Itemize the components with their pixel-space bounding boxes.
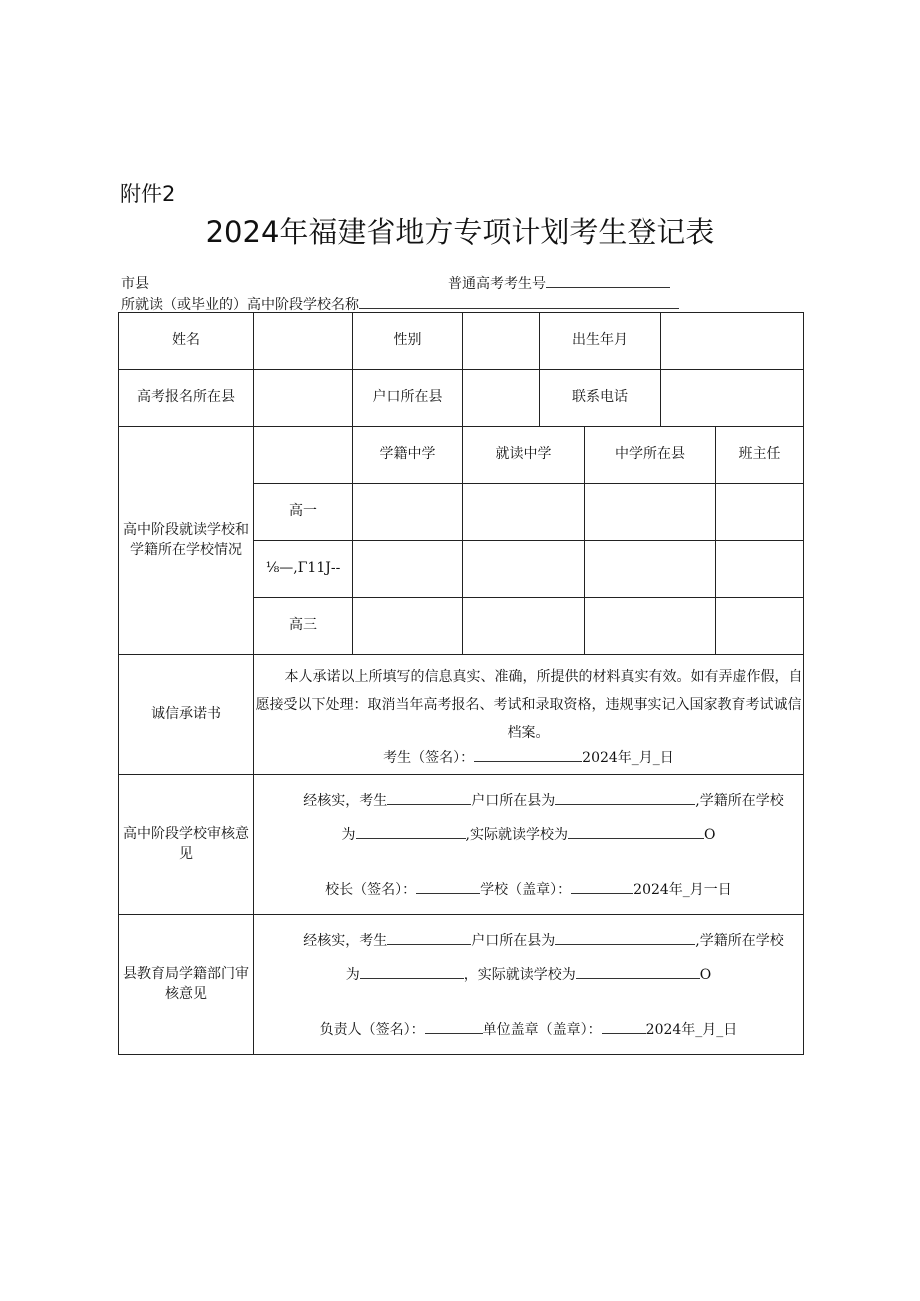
table-cell: [463, 598, 585, 655]
table-row: [119, 775, 804, 915]
table-cell: [353, 598, 463, 655]
table-cell: [585, 541, 716, 598]
text-fragment: O: [699, 966, 712, 983]
form-title: 2024年福建省地方专项计划考生登记表: [205, 215, 715, 249]
gender-label: 性别: [353, 313, 463, 370]
text-fragment: 户口所在县为: [471, 792, 556, 809]
school-name-label: 所就读（或毕业的）高中阶段学校名称: [121, 297, 359, 313]
blank-line: [425, 1019, 483, 1034]
school-review-line1: [254, 789, 803, 813]
school-name-line: [359, 294, 679, 309]
school-section-label: 高中阶段就读学校和学籍所在学校情况: [119, 427, 254, 655]
school-review-line2: [254, 813, 803, 857]
table-row: [119, 915, 804, 1055]
text-fragment: 校长（签名）：: [325, 881, 417, 898]
text-fragment: 学校（盖章）：: [480, 881, 572, 898]
integrity-cell: [254, 655, 804, 775]
table-row: [119, 655, 804, 775]
name-label: 姓名: [119, 313, 254, 370]
table-cell: [463, 541, 585, 598]
blank-line: [555, 790, 695, 805]
blank-line: [571, 879, 633, 894]
text-fragment: ,学籍所在学校: [695, 792, 784, 809]
grade-label: ⅛—,Γ11J--: [254, 541, 353, 598]
blank-line: [356, 824, 466, 839]
blank-line: [360, 964, 464, 979]
exam-county-cell: [254, 370, 353, 427]
blank-line: [602, 1019, 646, 1034]
table-cell: [585, 598, 716, 655]
text-fragment: 为: [341, 826, 356, 843]
grade-header-cell: [254, 427, 353, 484]
text-fragment: 户口所在县为: [471, 932, 556, 949]
text-fragment: 为: [345, 966, 360, 983]
table-row: [119, 370, 804, 427]
text-fragment: 负责人（签名）：: [319, 1021, 425, 1038]
col-header-head-teacher: 班主任: [716, 427, 804, 484]
gender-cell: [463, 313, 540, 370]
edu-review-line2: [254, 953, 803, 997]
text-fragment: O: [703, 826, 716, 843]
blank-line: [387, 930, 471, 945]
text-fragment: 2024年_月一日: [633, 881, 732, 898]
integrity-date: 2024年_月_日: [582, 750, 674, 766]
edu-review-cell: [254, 915, 804, 1055]
signature-line: [474, 747, 582, 762]
integrity-label: 诚信承诺书: [119, 655, 254, 775]
phone-cell: [661, 370, 804, 427]
city-county-label: 市县: [121, 276, 149, 292]
integrity-text: 本人承诺以上所填写的信息真实、准确，所提供的材料真实有效。如有弄虚作假，自愿接受以下处理：取消当年高考报名、考试和录取资格，违规事实记入国家教育考试诚信档案。: [255, 669, 803, 741]
table-row: [119, 427, 804, 484]
integrity-sign-label: 考生（签名）：: [383, 750, 475, 766]
table-cell: [353, 541, 463, 598]
school-review-sign-line: [254, 879, 803, 901]
table-cell: [463, 484, 585, 541]
blank-line: [555, 930, 695, 945]
text-fragment: 经核实，考生: [303, 792, 388, 809]
text-fragment: 2024年_月_日: [645, 1021, 738, 1038]
birth-label: 出生年月: [540, 313, 661, 370]
edu-review-label: 县教育局学籍部门审核意见: [119, 915, 254, 1055]
table-cell: [716, 484, 804, 541]
grade-label: 高三: [254, 598, 353, 655]
text-fragment: 单位盖章（盖章）：: [482, 1021, 602, 1038]
name-cell: [254, 313, 353, 370]
blank-line: [387, 790, 471, 805]
table-cell: [585, 484, 716, 541]
table-cell: [353, 484, 463, 541]
col-header-registered-school: 学籍中学: [353, 427, 463, 484]
edu-review-line1: [254, 929, 803, 953]
table-cell: [716, 598, 804, 655]
col-header-attending-school: 就读中学: [463, 427, 585, 484]
hukou-county-cell: [463, 370, 540, 427]
exam-number-field: [448, 273, 670, 293]
school-review-label: 高中阶段学校审核意见: [119, 775, 254, 915]
grade-label: 高一: [254, 484, 353, 541]
integrity-sign-line: [254, 747, 803, 769]
text-fragment: 经核实，考生: [303, 932, 388, 949]
school-review-cell: [254, 775, 804, 915]
phone-label: 联系电话: [540, 370, 661, 427]
exam-number-label: 普通高考考生号: [448, 276, 546, 292]
table-row: [119, 313, 804, 370]
text-fragment: ,学籍所在学校: [695, 932, 784, 949]
blank-line: [568, 824, 704, 839]
school-name-field: [121, 294, 679, 314]
blank-line: [416, 879, 480, 894]
exam-number-line: [546, 273, 670, 288]
exam-county-label: 高考报名所在县: [119, 370, 254, 427]
text-fragment: ，实际就读学校为: [463, 966, 576, 983]
table-cell: [716, 541, 804, 598]
birth-cell: [661, 313, 804, 370]
hukou-county-label: 户口所在县: [353, 370, 463, 427]
text-fragment: ,实际就读学校为: [465, 826, 568, 843]
col-header-school-county: 中学所在县: [585, 427, 716, 484]
attachment-label: 附件2: [120, 182, 176, 206]
registration-table: [118, 312, 804, 1055]
edu-review-sign-line: [254, 1019, 803, 1041]
blank-line: [576, 964, 700, 979]
